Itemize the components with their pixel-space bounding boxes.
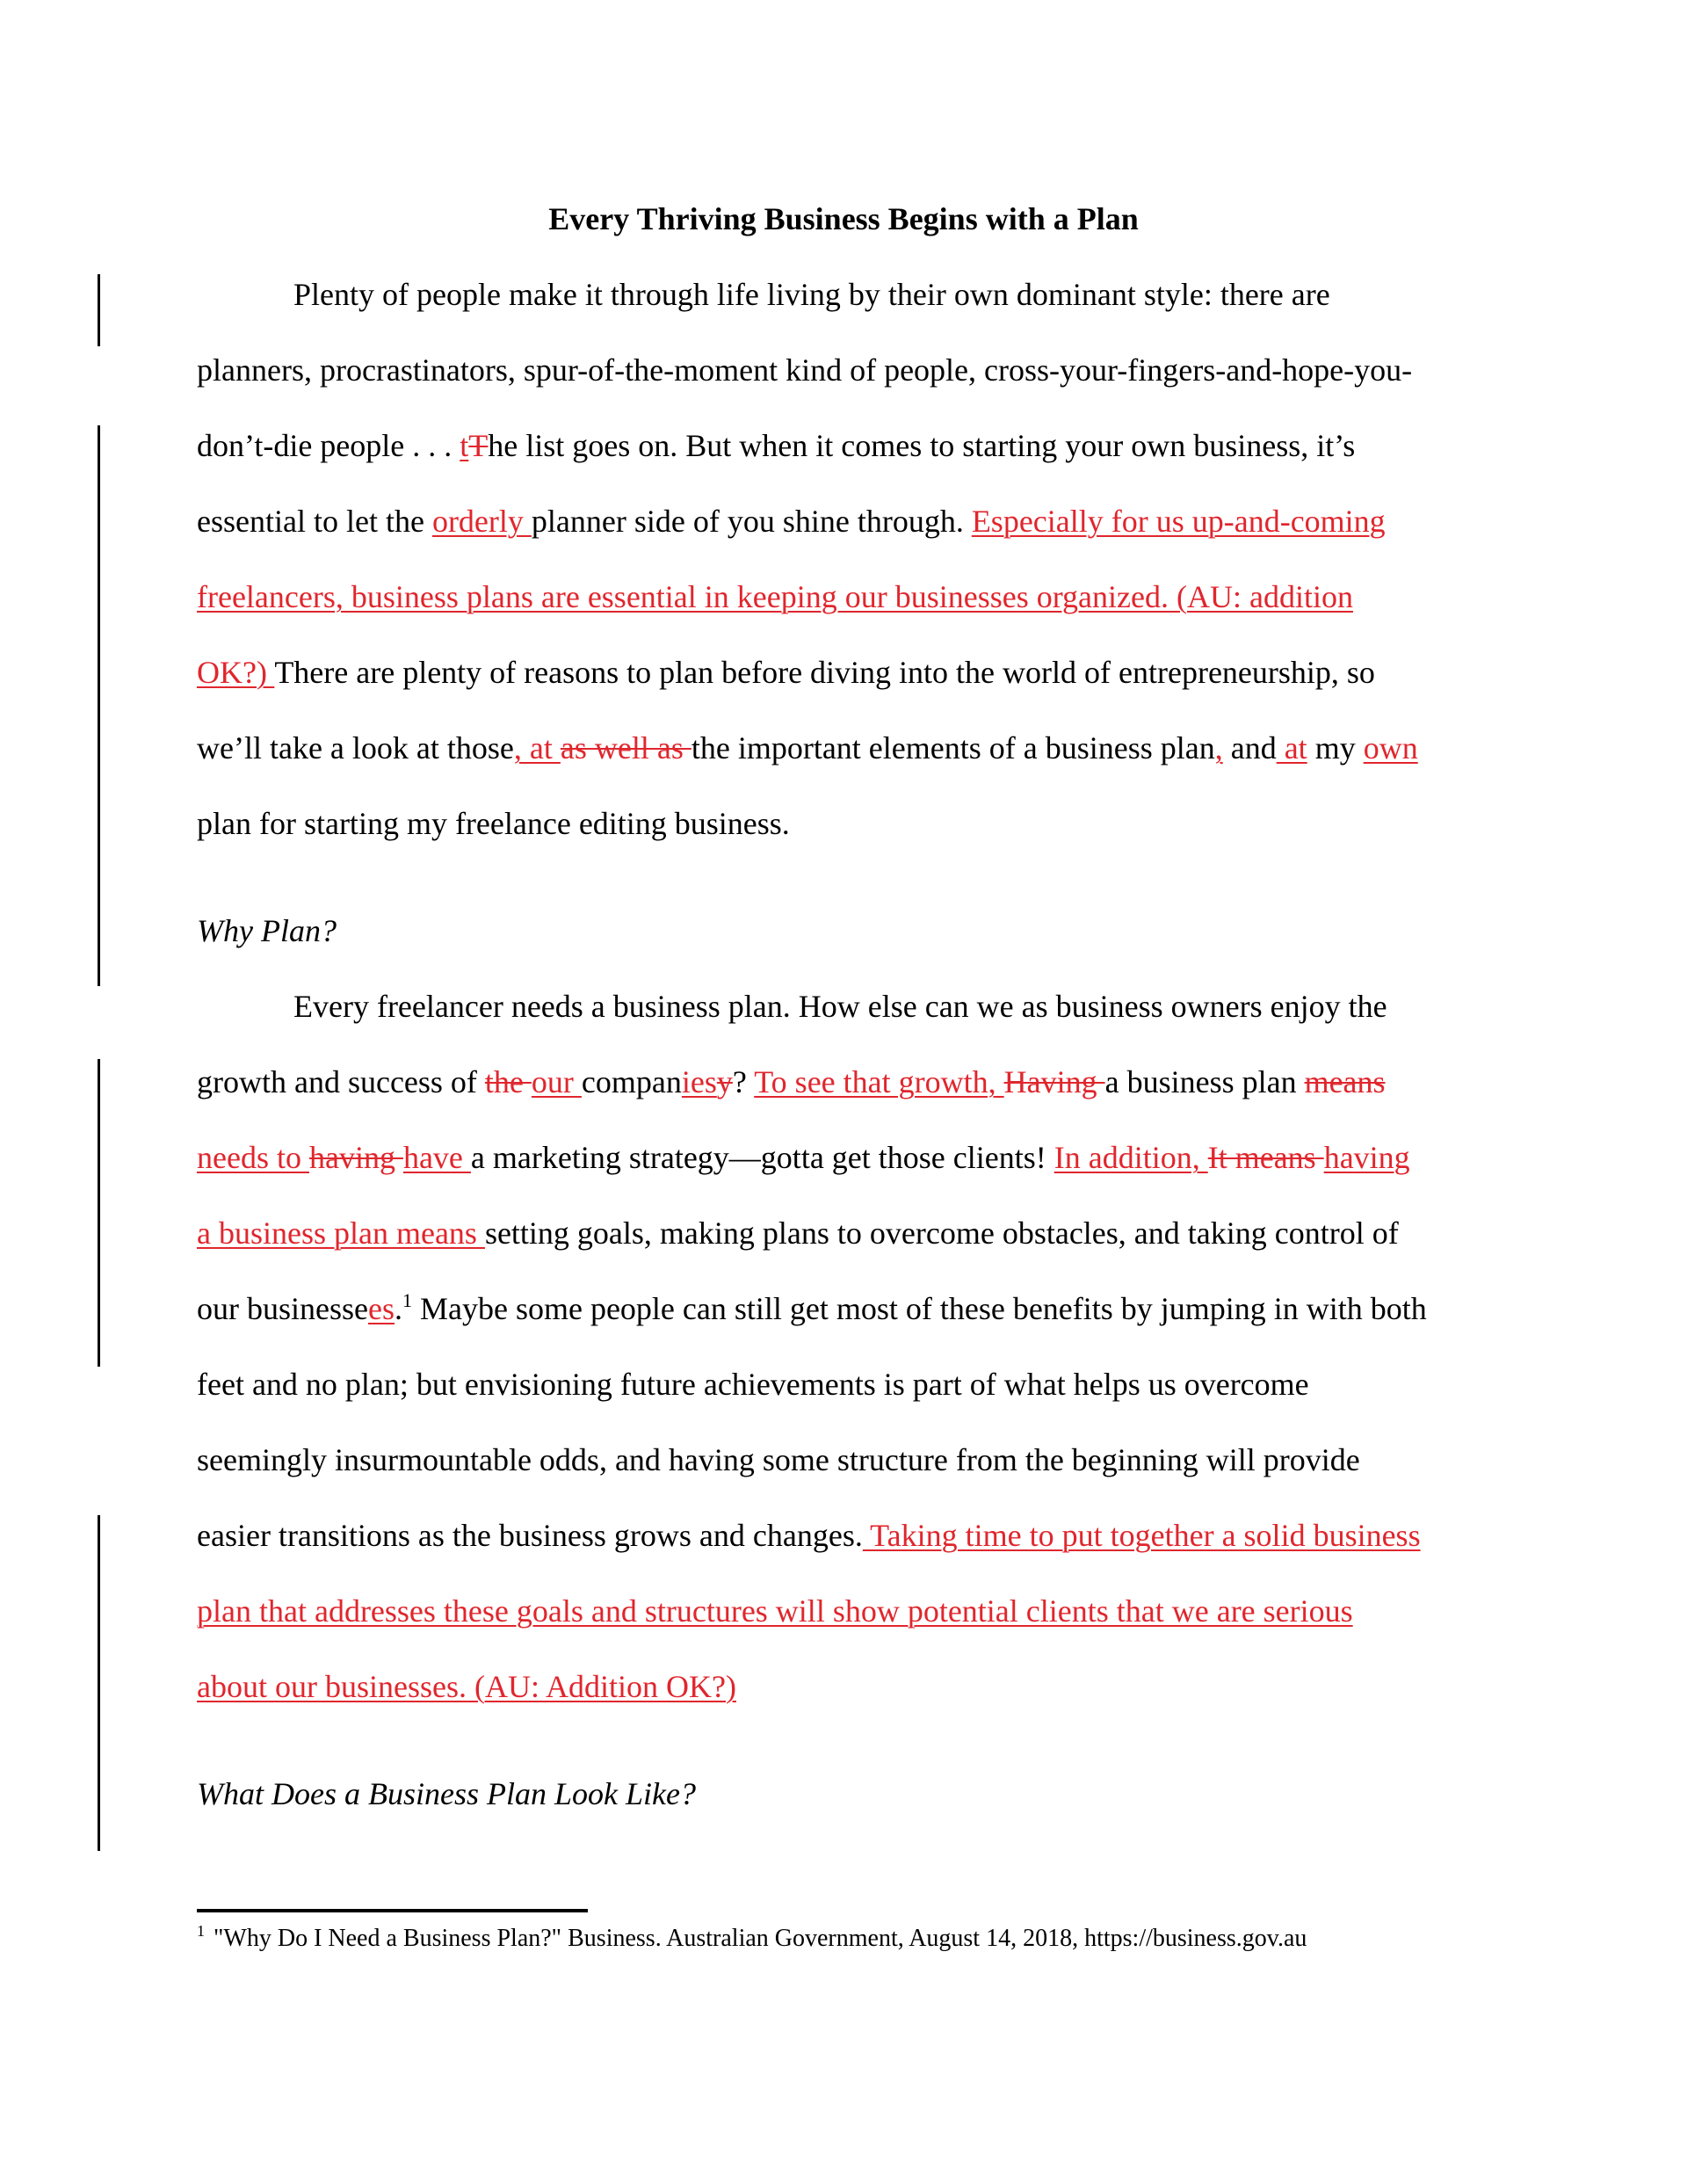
intro-line-3 xyxy=(197,424,1355,468)
text-run: my xyxy=(1307,730,1364,765)
insertion: Taking time to put together a solid business xyxy=(862,1518,1421,1553)
text-run: There are plenty of reasons to plan before diving into the world of entrepreneurship, so xyxy=(274,655,1375,690)
text-run: plan for starting my freelance editing business. xyxy=(197,806,790,841)
insertion: Especially for us up-and-coming xyxy=(971,504,1386,539)
insertion: , xyxy=(1214,730,1223,765)
footnote xyxy=(197,1921,1307,1956)
why-line-8 xyxy=(197,1513,1421,1557)
text-run: planners, procrastinators, spur-of-the-moment kind of people, cross-your-fingers-and-hope-you- xyxy=(197,352,1413,388)
insertion: at xyxy=(1276,730,1307,765)
insertion: have xyxy=(402,1140,471,1175)
insertion: orderly xyxy=(431,504,532,539)
text-run: seemingly insurmountable odds, and having some structure from the beginning will provide xyxy=(197,1442,1360,1477)
footnote-reference[interactable]: 1 xyxy=(402,1289,412,1311)
insertion: needs to xyxy=(197,1140,309,1175)
change-bar-1 xyxy=(98,274,100,346)
text-run: growth and success of xyxy=(197,1064,485,1099)
text-run: Every freelancer needs a business plan. How else can we as business owners enjoy the xyxy=(293,989,1387,1024)
deletion: Having xyxy=(1003,1064,1105,1099)
text-run: the important elements of a business plan xyxy=(691,730,1215,765)
deletion: the xyxy=(484,1064,532,1099)
text-run: planner side of you shine through. xyxy=(531,504,972,539)
text-run: don’t-die people . . . xyxy=(197,428,460,463)
text-run: compan xyxy=(581,1064,682,1099)
insertion: own xyxy=(1363,730,1418,765)
change-bar-2 xyxy=(98,425,100,986)
section-heading-what-does: What Does a Business Plan Look Like? xyxy=(197,1776,696,1811)
footnote-text: "Why Do I Need a Business Plan?" Business. Australian Government, August 14, 2018, https://business.gov.au xyxy=(214,1925,1307,1952)
insertion: In addition, xyxy=(1053,1140,1208,1175)
intro-line-2 xyxy=(197,348,1412,392)
text-run: Plenty of people make it through life living by their own dominant style: there are xyxy=(293,277,1330,312)
text-run: we’ll take a look at those xyxy=(197,730,514,765)
document-title: Every Thriving Business Begins with a Plan xyxy=(548,201,1139,236)
intro-line-1 xyxy=(293,272,1330,316)
insertion: plan that addresses these goals and structures will show potential clients that we are serious xyxy=(197,1593,1353,1629)
intro-line-8 xyxy=(197,802,790,845)
change-bar-3 xyxy=(98,1059,100,1367)
deletion: means xyxy=(1304,1064,1386,1099)
text-run: setting goals, making plans to overcome obstacles, and taking control of xyxy=(484,1215,1399,1251)
insertion: having xyxy=(1323,1140,1410,1175)
insertion: To see that growth, xyxy=(754,1064,1004,1099)
insertion: ies xyxy=(681,1064,717,1099)
text-run: ? xyxy=(732,1064,755,1099)
footnote-mark: 1 xyxy=(197,1922,205,1940)
why-line-7 xyxy=(197,1438,1360,1482)
change-bar-4 xyxy=(98,1515,100,1851)
intro-line-7 xyxy=(197,726,1418,770)
deletion: y xyxy=(716,1064,733,1099)
text-run: our businesse xyxy=(197,1291,368,1326)
intro-line-6 xyxy=(197,650,1375,694)
why-line-5 xyxy=(197,1287,1427,1331)
why-line-4 xyxy=(197,1211,1399,1255)
insertion: t xyxy=(460,428,469,463)
text-run: Maybe some people can still get most of these benefits by jumping in with both xyxy=(411,1291,1427,1326)
why-line-10 xyxy=(197,1665,736,1709)
deletion: It means xyxy=(1207,1140,1324,1175)
text-run: a marketing strategy—gotta get those clients! xyxy=(470,1140,1054,1175)
deletion: having xyxy=(308,1140,403,1175)
text-run: easier transitions as the business grows and changes. xyxy=(197,1518,863,1553)
text-run: . xyxy=(394,1291,402,1326)
insertion: about our businesses. (AU: Addition OK?) xyxy=(197,1669,736,1704)
why-line-1 xyxy=(293,984,1387,1028)
insertion: freelancers, business plans are essential in keeping our businesses organized. (AU: addition xyxy=(197,579,1353,614)
insertion: es xyxy=(367,1291,395,1326)
section-heading-why-plan: Why Plan? xyxy=(197,913,337,948)
footnote-separator xyxy=(197,1909,588,1912)
insertion: our xyxy=(531,1064,582,1099)
deletion: T xyxy=(468,428,489,463)
text-run: essential to let the xyxy=(197,504,432,539)
deletion: as well as xyxy=(560,730,691,765)
why-line-6 xyxy=(197,1362,1309,1406)
text-run: he list goes on. But when it comes to starting your own business, it’s xyxy=(488,428,1356,463)
text-run: and xyxy=(1222,730,1277,765)
why-line-2 xyxy=(197,1060,1386,1104)
text-run: feet and no plan; but envisioning future achievements is part of what helps us overcome xyxy=(197,1367,1309,1402)
intro-line-4 xyxy=(197,499,1386,543)
insertion: OK?) xyxy=(197,655,275,690)
text-run: a business plan xyxy=(1104,1064,1305,1099)
intro-line-5 xyxy=(197,575,1353,619)
why-line-9 xyxy=(197,1589,1353,1633)
why-line-3 xyxy=(197,1136,1410,1179)
insertion: , at xyxy=(513,730,561,765)
insertion: a business plan means xyxy=(197,1215,485,1251)
